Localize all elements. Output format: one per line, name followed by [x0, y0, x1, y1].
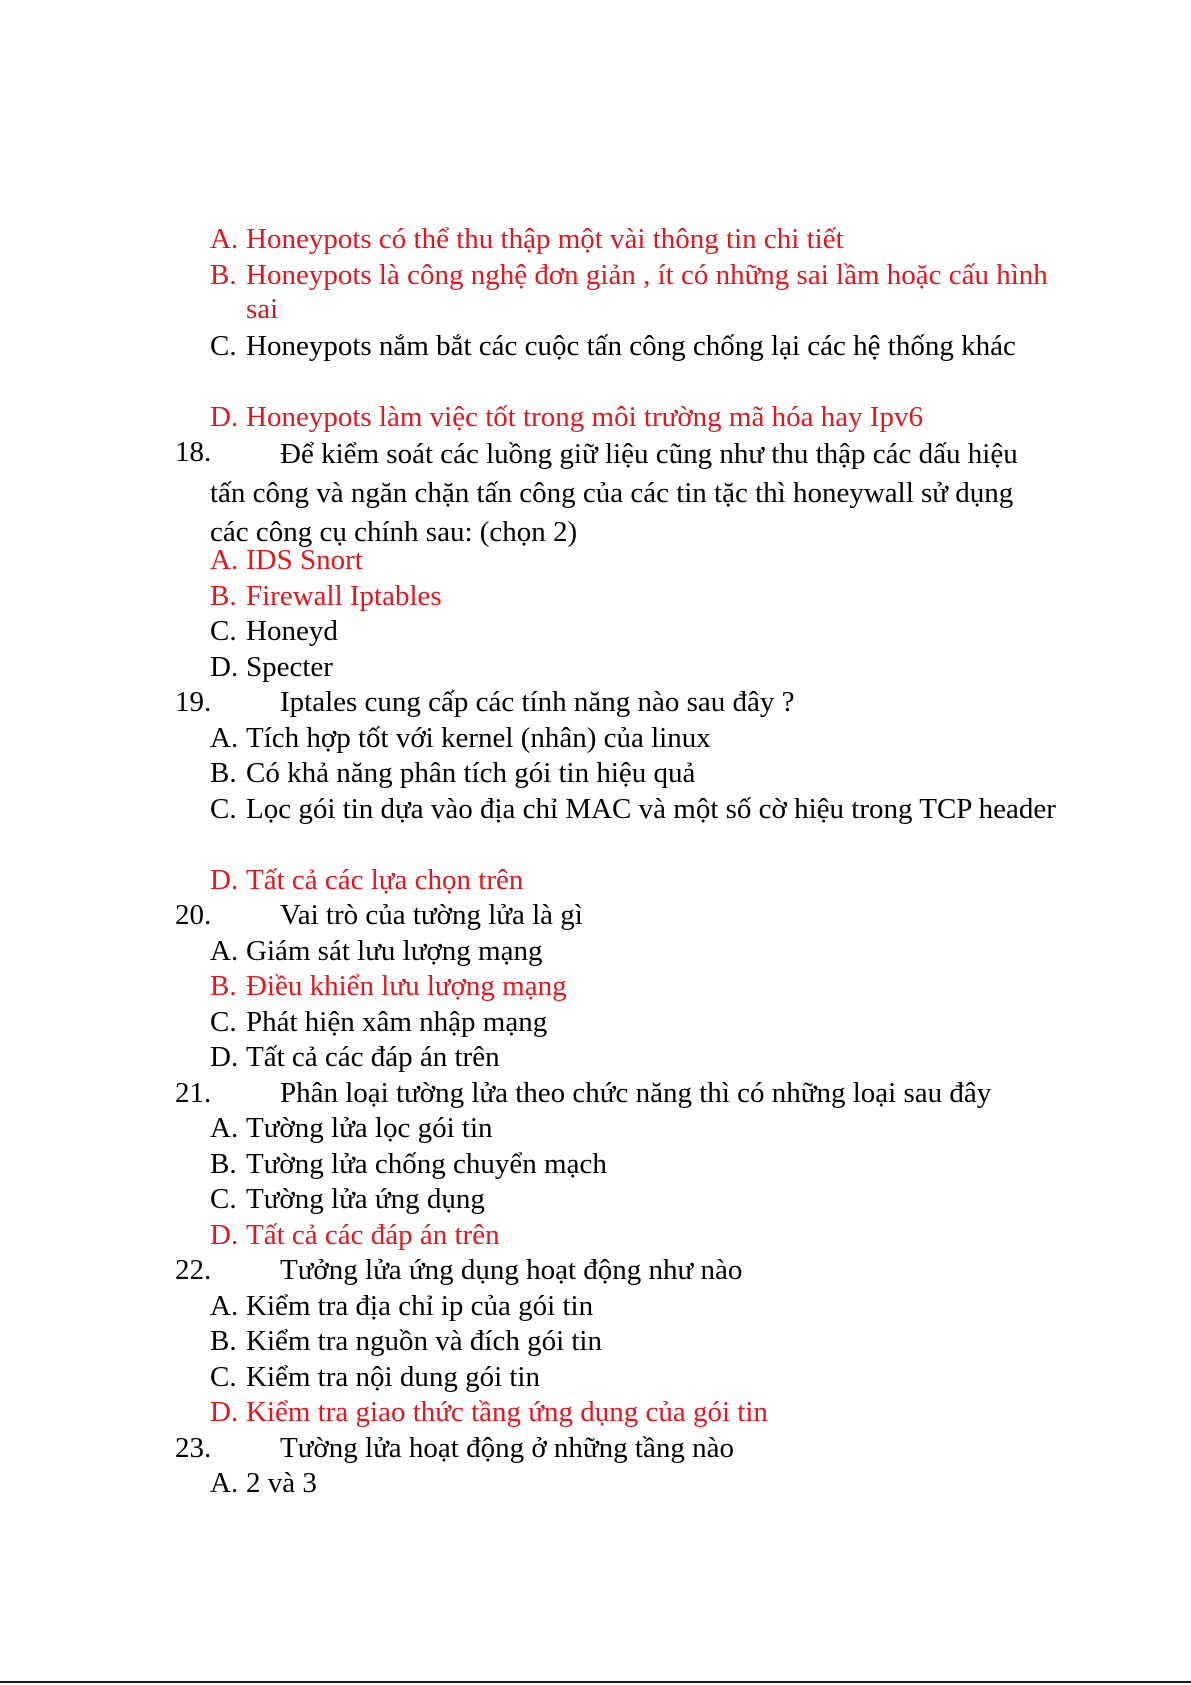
option-d [0, 863, 1191, 899]
option-a [0, 222, 1191, 258]
option-d [0, 1395, 1191, 1431]
option-letter: D. [210, 650, 239, 683]
option-a [0, 934, 1191, 970]
option-text: 2 và 3 [246, 1467, 317, 1499]
option-text: Tất cả các lựa chọn trên [246, 863, 524, 896]
option-letter: A. [210, 721, 239, 754]
option-letter: C. [210, 1360, 237, 1393]
option-text: Điều khiển lưu lượng mạng [246, 970, 567, 1002]
option-d [0, 400, 1191, 436]
option-c [0, 329, 1191, 400]
option-letter: A. [210, 544, 239, 576]
option-b [0, 258, 1191, 329]
option-c [0, 614, 1191, 650]
option-letter: A. [210, 1289, 239, 1322]
option-letter: C. [210, 615, 237, 647]
question-21 [0, 1076, 1191, 1112]
option-letter: D. [210, 400, 239, 433]
question-text: Để kiểm soát các luồng giữ liệu cũng như thu thập các dấu hiệu tấn công và ngăn chặn tấn công của các tin tặc thì honeywall sử dụng các công cụ chính sau: (chọn 2) [210, 438, 1018, 548]
option-b [0, 1147, 1191, 1183]
option-a [0, 1466, 1191, 1502]
question-text: Iptales cung cấp các tính năng nào sau đây ? [280, 686, 795, 718]
option-text: Lọc gói tin dựa vào địa chỉ MAC và một số cờ hiệu trong TCP header [246, 792, 1056, 825]
option-d [0, 650, 1191, 686]
option-text: Honeypots nắm bắt các cuộc tấn công chống lại các hệ thống khác [246, 329, 1016, 362]
option-text: Honeyd [246, 615, 338, 647]
option-text: Kiểm tra giao thức tầng ứng dụng của gói tin [246, 1396, 768, 1428]
option-a [0, 1111, 1191, 1147]
option-text: Honeypots là công nghệ đơn giản , ít có những sai lầm hoặc cấu hình sai [246, 258, 1048, 325]
option-d [0, 1218, 1191, 1254]
option-letter: A. [210, 934, 239, 967]
question-23 [0, 1431, 1191, 1467]
option-text: IDS Snort [246, 544, 363, 576]
question-number: 20. [175, 899, 212, 931]
option-a [0, 543, 1191, 579]
option-letter: B. [210, 757, 237, 789]
option-letter: C. [210, 1005, 237, 1038]
option-b [0, 969, 1191, 1005]
option-b [0, 1324, 1191, 1360]
question-text: Tường lửa hoạt động ở những tầng nào [280, 1431, 734, 1464]
option-text: Kiểm tra địa chỉ ip của gói tin [246, 1289, 594, 1322]
option-text: Phát hiện xâm nhập mạng [246, 1005, 548, 1038]
option-letter: C. [210, 329, 237, 362]
option-c [0, 1005, 1191, 1041]
question-number: 19. [175, 686, 212, 718]
question-20 [0, 898, 1191, 934]
option-b [0, 579, 1191, 615]
option-letter: A. [210, 1467, 239, 1499]
option-text: Kiểm tra nội dung gói tin [246, 1360, 540, 1393]
option-letter: B. [210, 579, 237, 612]
option-text: Tường lửa lọc gói tin [246, 1112, 493, 1144]
option-letter: B. [210, 970, 237, 1002]
option-text: Giám sát lưu lượng mạng [246, 934, 543, 967]
option-text: Tích hợp tốt với kernel (nhân) của linux [246, 721, 711, 754]
question-number: 21. [175, 1076, 212, 1109]
option-b [0, 756, 1191, 792]
option-letter: D. [210, 1396, 239, 1428]
option-a [0, 1289, 1191, 1325]
option-c [0, 1182, 1191, 1218]
option-letter: D. [210, 1218, 239, 1251]
option-text: Tất cả các đáp án trên [246, 1041, 500, 1073]
question-number: 22. [175, 1254, 212, 1286]
question-19 [0, 685, 1191, 721]
question-text: Phân loại tường lửa theo chức năng thì có những loại sau đây [280, 1076, 992, 1109]
document-page [0, 222, 1191, 1502]
option-text: Có khả năng phân tích gói tin hiệu quả [246, 757, 696, 789]
option-d [0, 1040, 1191, 1076]
option-text: Honeypots làm việc tốt trong môi trường mã hóa hay Ipv6 [246, 400, 923, 433]
option-letter: D. [210, 1041, 239, 1073]
option-text: Tất cả các đáp án trên [246, 1218, 500, 1251]
option-text: Tường lửa chống chuyển mạch [246, 1147, 607, 1180]
option-c [0, 792, 1191, 863]
option-letter: B. [210, 258, 237, 291]
option-letter: A. [210, 1112, 239, 1144]
question-text: Vai trò của tường lửa là gì [280, 899, 583, 931]
option-text: Specter [246, 650, 333, 683]
option-c [0, 1360, 1191, 1396]
option-letter: D. [210, 863, 239, 896]
option-letter: A. [210, 223, 239, 255]
option-letter: B. [210, 1147, 237, 1180]
option-letter: B. [210, 1325, 237, 1357]
option-letter: C. [210, 792, 237, 825]
question-22 [0, 1253, 1191, 1289]
option-letter: C. [210, 1183, 237, 1215]
question-18 [0, 435, 1191, 548]
option-text: Tường lửa ứng dụng [246, 1183, 485, 1215]
option-text: Firewall Iptables [246, 579, 442, 612]
option-text: Kiểm tra nguồn và đích gói tin [246, 1325, 602, 1357]
question-text: Tưởng lửa ứng dụng hoạt động như nào [280, 1254, 743, 1286]
page-bottom-rule [0, 1681, 1191, 1683]
question-number: 23. [175, 1431, 212, 1464]
question-number: 18. [175, 436, 212, 468]
option-a [0, 721, 1191, 757]
option-text: Honeypots có thể thu thập một vài thông tin chi tiết [246, 223, 844, 255]
